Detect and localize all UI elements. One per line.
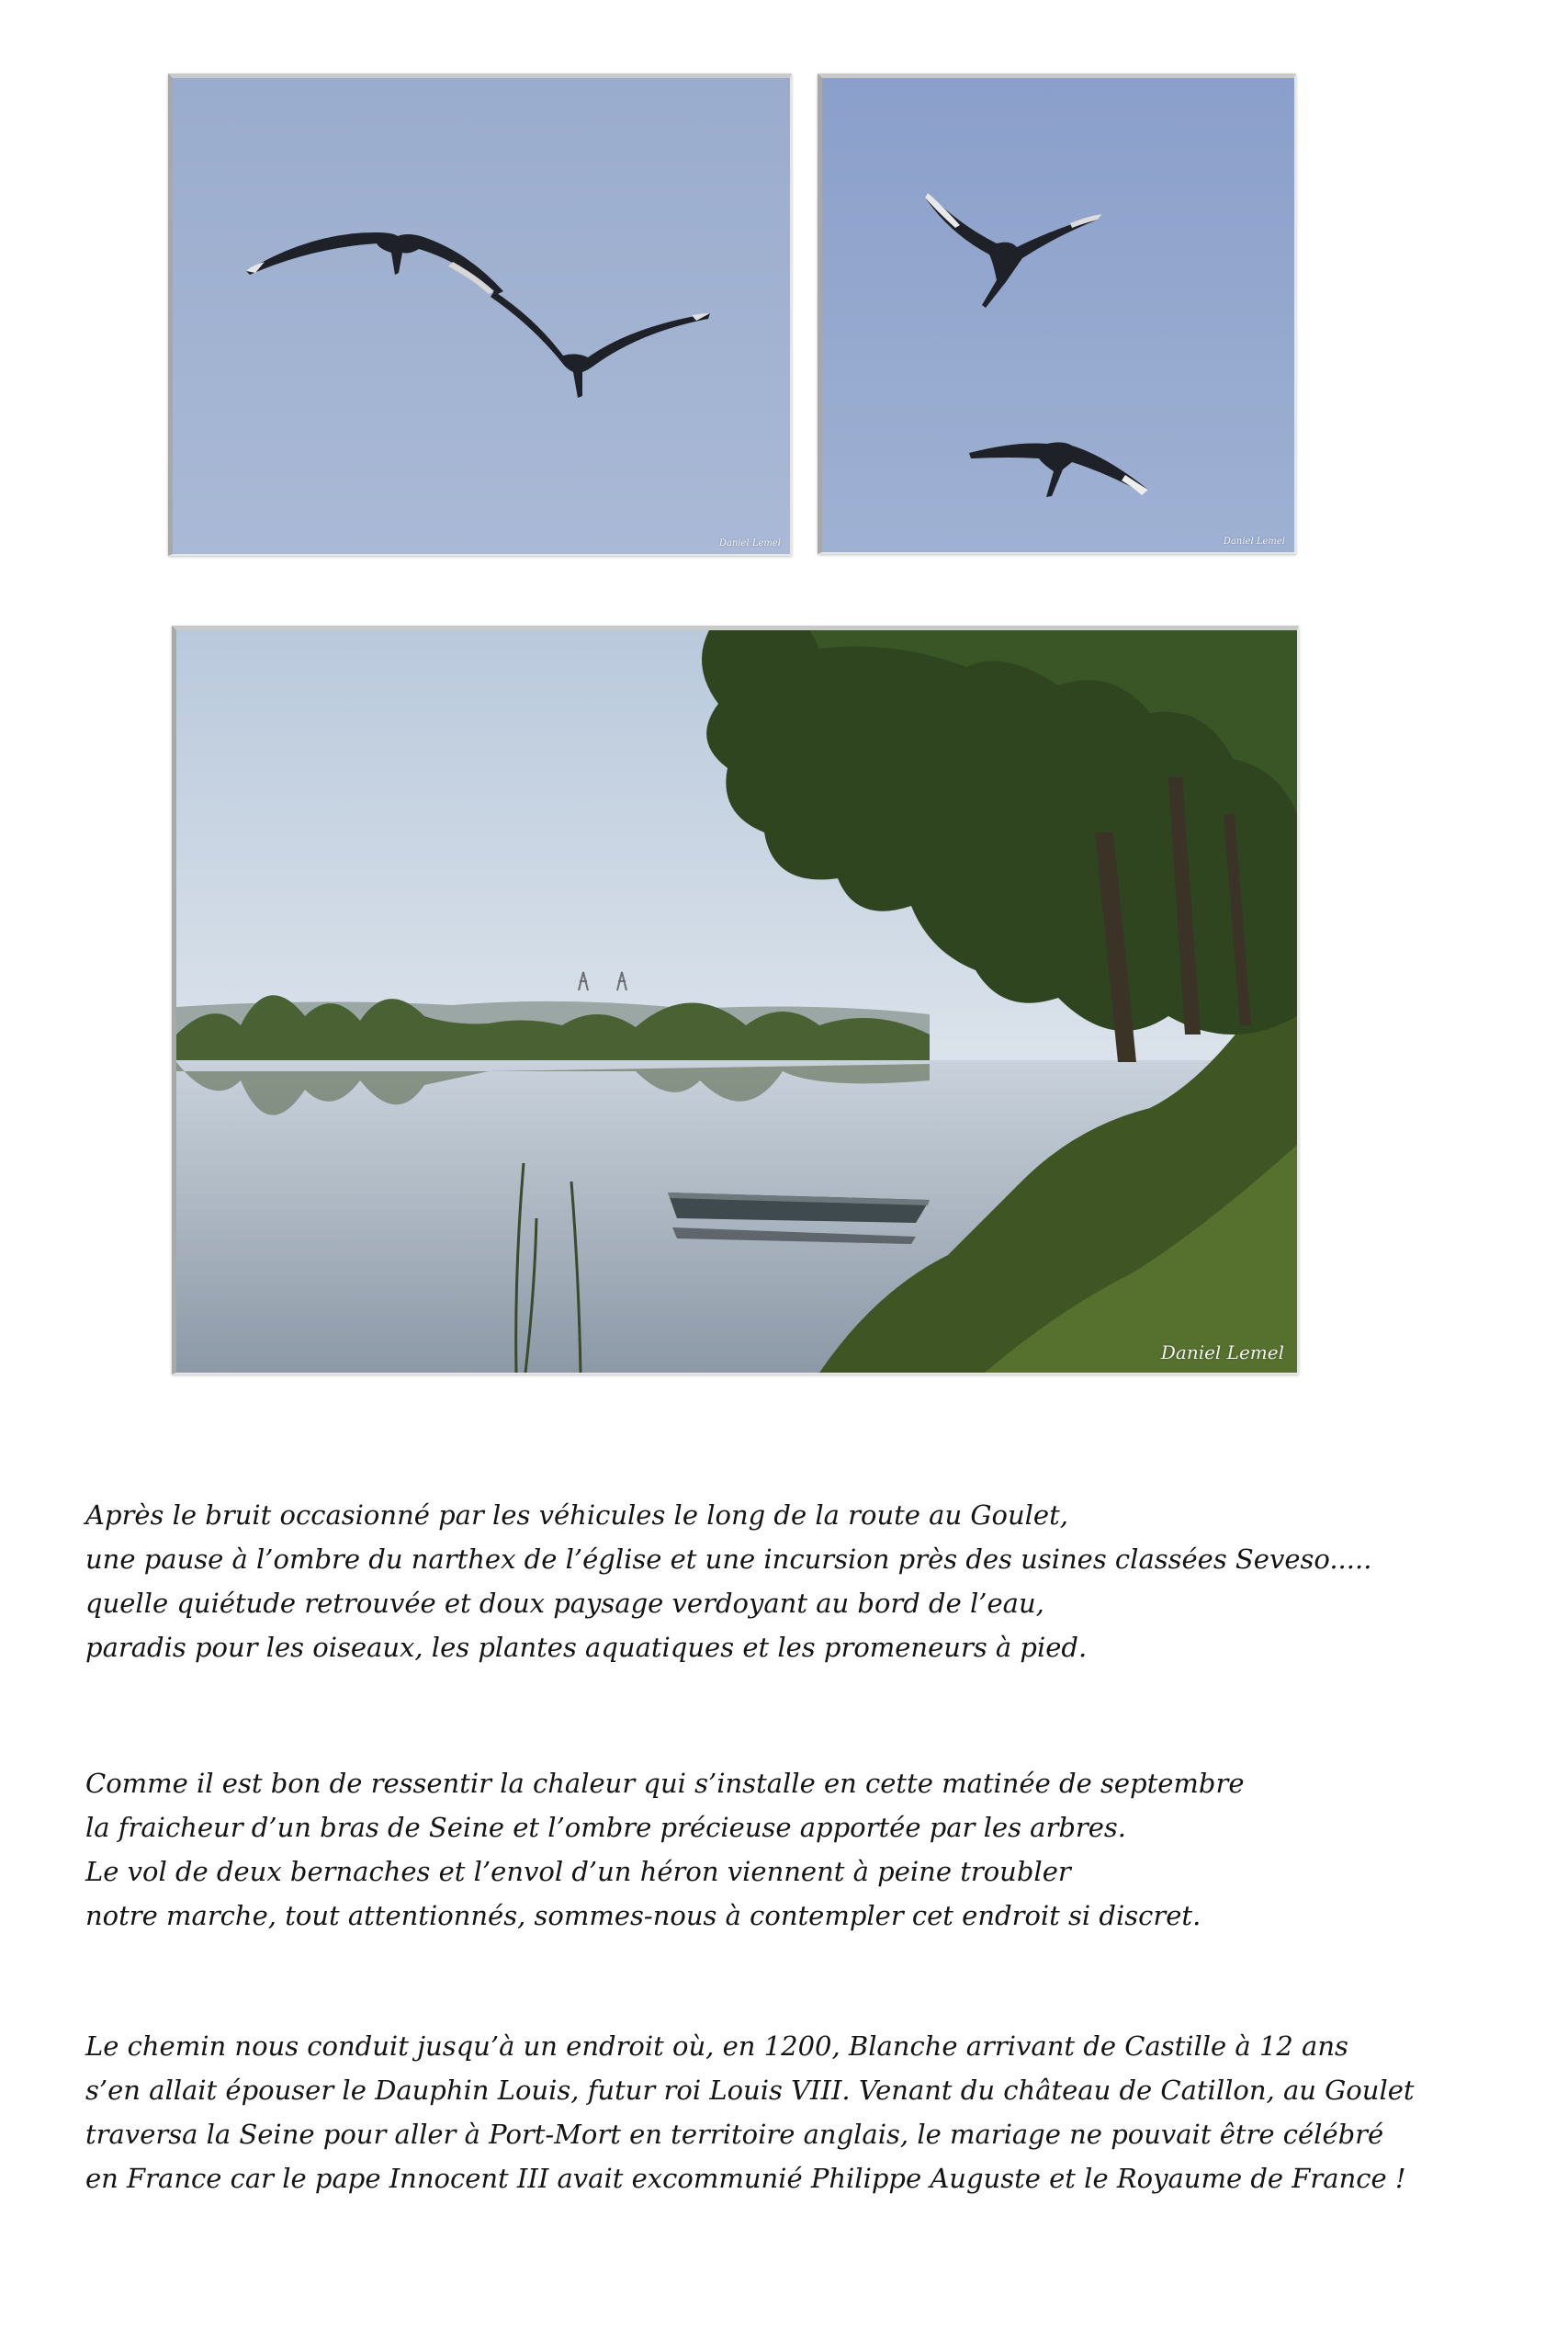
paragraph-line: une pause à l’ombre du narthex de l’église et une incursion près des usines classées Seveso..... bbox=[85, 1544, 1372, 1575]
rowing-boat bbox=[668, 1193, 930, 1244]
photo-river-landscape bbox=[172, 626, 1299, 1374]
paragraph-line: traversa la Seine pour aller à Port-Mort en territoire anglais, le mariage ne pouvait être célébré bbox=[85, 2119, 1384, 2150]
paragraph-line: s’en allait épouser le Dauphin Louis, futur roi Louis VIII. Venant du château de Catillon, au Goulet bbox=[85, 2075, 1415, 2106]
paragraph-line: paradis pour les oiseaux, les plantes aquatiques et les promeneurs à pied. bbox=[85, 1632, 1088, 1663]
photo-geese-pair bbox=[168, 74, 792, 556]
paragraph-1 bbox=[85, 1493, 1518, 1669]
photographer-signature: Daniel Lemel bbox=[1223, 537, 1285, 547]
paragraph-line: notre marche, tout attentionnés, sommes-nous à contempler cet endroit si discret. bbox=[85, 1900, 1201, 1931]
geese-sky-image-2 bbox=[822, 78, 1294, 552]
paragraph-2 bbox=[85, 1761, 1518, 1938]
paragraph-line: Le chemin nous conduit jusqu’à un endroit où, en 1200, Blanche arrivant de Castille à 12 ans bbox=[85, 2030, 1348, 2062]
paragraph-line: quelle quiétude retrouvée et doux paysage verdoyant au bord de l’eau, bbox=[85, 1588, 1044, 1619]
photo-geese-below bbox=[818, 74, 1296, 554]
river-boat-image bbox=[176, 630, 1297, 1373]
photographer-signature: Daniel Lemel bbox=[718, 538, 781, 548]
paragraph-line: Après le bruit occasionné par les véhicules le long de la route au Goulet, bbox=[85, 1499, 1068, 1531]
paragraph-line: la fraicheur d’un bras de Seine et l’ombre précieuse apportée par les arbres. bbox=[85, 1812, 1127, 1843]
photographer-signature: Daniel Lemel bbox=[1160, 1341, 1284, 1363]
geese-sky-image bbox=[173, 78, 790, 554]
paragraph-line: Le vol de deux bernaches et l’envol d’un héron viennent à peine troubler bbox=[85, 1856, 1071, 1887]
paragraph-3 bbox=[85, 2024, 1518, 2200]
paragraph-line: en France car le pape Innocent III avait excommunié Philippe Auguste et le Royaume de France ! bbox=[85, 2163, 1406, 2194]
paragraph-line: Comme il est bon de ressentir la chaleur qui s’installe en cette matinée de septembre bbox=[85, 1768, 1245, 1799]
